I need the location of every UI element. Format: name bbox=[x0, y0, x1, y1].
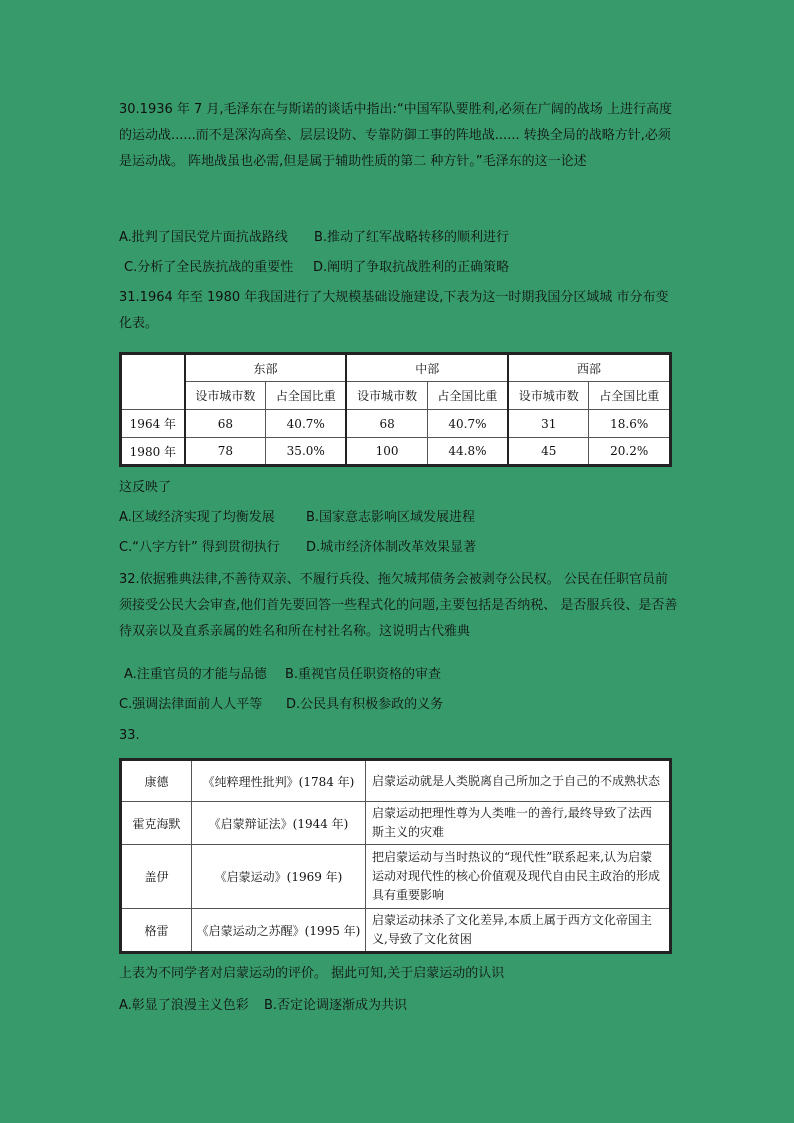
view-cell: 启蒙运动就是人类脱离自己所加之于自己的不成熟状态 bbox=[366, 760, 671, 802]
table-cell: 68 bbox=[346, 410, 427, 438]
enlightenment-views-table bbox=[119, 758, 672, 954]
q32-option-c: C.强调法律面前人人平等 bbox=[119, 697, 263, 712]
scholar-cell: 霍克海默 bbox=[121, 802, 192, 845]
table-cell: 40.7% bbox=[266, 410, 347, 438]
table-row bbox=[121, 410, 671, 438]
year-cell: 1964 年 bbox=[121, 410, 185, 438]
region-header-central: 中部 bbox=[346, 354, 508, 382]
subheader-cell: 占全国比重 bbox=[589, 382, 671, 410]
q32-option-d: D.公民具有积极参政的义务 bbox=[286, 697, 444, 712]
q31-option-a: A.区域经济实现了均衡发展 bbox=[119, 510, 275, 525]
table-row bbox=[121, 760, 671, 802]
work-cell: 《纯粹理性批判》(1784 年) bbox=[192, 760, 366, 802]
q32-option-a: A.注重官员的才能与品德 bbox=[124, 667, 267, 682]
q31-stem: 31.1964 年至 1980 年我国进行了大规模基础设施建设,下表为这一时期我国分区域城 市分布变化表。 bbox=[119, 290, 669, 331]
work-cell: 《启蒙运动之苏醒》(1995 年) bbox=[192, 909, 366, 953]
subheader-cell: 占全国比重 bbox=[427, 382, 508, 410]
table-cell: 35.0% bbox=[266, 438, 347, 466]
q31-option-c: C.“八字方针” 得到贯彻执行 bbox=[119, 540, 280, 555]
region-header-east: 东部 bbox=[185, 354, 347, 382]
subheader-cell: 设市城市数 bbox=[346, 382, 427, 410]
year-cell: 1980 年 bbox=[121, 438, 185, 466]
work-cell: 《启蒙运动》(1969 年) bbox=[192, 845, 366, 909]
q33-option-a: A.彰显了浪漫主义色彩 bbox=[119, 998, 249, 1013]
subheader-cell: 设市城市数 bbox=[185, 382, 266, 410]
q31-after: 这反映了 bbox=[119, 480, 172, 495]
scholar-cell: 康德 bbox=[121, 760, 192, 802]
q30-option-b: B.推动了红军战略转移的顺利进行 bbox=[314, 230, 510, 245]
table-cell: 20.2% bbox=[589, 438, 671, 466]
table-cell: 44.8% bbox=[427, 438, 508, 466]
scholar-cell: 格雷 bbox=[121, 909, 192, 953]
scholar-cell: 盖伊 bbox=[121, 845, 192, 909]
q31-option-d: D.城市经济体制改革效果显著 bbox=[306, 540, 477, 555]
q30-option-d: D.阐明了争取抗战胜利的正确策略 bbox=[313, 260, 510, 275]
q30-option-c: C.分析了全民族抗战的重要性 bbox=[124, 260, 294, 275]
q33-option-b: B.否定论调逐渐成为共识 bbox=[264, 998, 408, 1013]
table-cell: 68 bbox=[185, 410, 266, 438]
table-row bbox=[121, 845, 671, 909]
q33-number: 33. bbox=[119, 728, 140, 743]
table-row bbox=[121, 438, 671, 466]
work-cell: 《启蒙辩证法》(1944 年) bbox=[192, 802, 366, 845]
q30-stem: 30.1936 年 7 月,毛泽东在与斯诺的谈话中指出:“中国军队要胜利,必须在广阔的战场 上进行高度的运动战......而不是深沟高垒、层层设防、专靠防御工事的阵地战...... 转换全局的战略方针,必须是运动战。 阵地战虽也必需,但是属于辅助性质的第二 种方针。”毛泽东的这一论述 bbox=[119, 102, 672, 169]
q32-stem: 32.依据雅典法律,不善待双亲、不履行兵役、拖欠城邦债务会被剥夺公民权。 公民在任职官员前须接受公民大会审查,他们首先要回答一些程式化的问题,主要包括是否纳税、 是否服兵役、是否善待双亲以及直系亲属的姓名和所在村社名称。这说明古代雅典 bbox=[119, 572, 678, 639]
table-cell: 40.7% bbox=[427, 410, 508, 438]
table-cell: 45 bbox=[508, 438, 589, 466]
q33-stem: 上表为不同学者对启蒙运动的评价。 据此可知,关于启蒙运动的认识 bbox=[119, 966, 505, 981]
table-cell: 18.6% bbox=[589, 410, 671, 438]
view-cell: 启蒙运动把理性尊为人类唯一的善行,最终导致了法西斯主义的灾难 bbox=[366, 802, 671, 845]
table-cell: 78 bbox=[185, 438, 266, 466]
subheader-cell: 设市城市数 bbox=[508, 382, 589, 410]
q31-option-b: B.国家意志影响区域发展进程 bbox=[306, 510, 476, 525]
table-corner-cell bbox=[121, 354, 185, 410]
view-cell: 启蒙运动抹杀了文化差异,本质上属于西方文化帝国主义,导致了文化贫困 bbox=[366, 909, 671, 953]
subheader-cell: 占全国比重 bbox=[266, 382, 347, 410]
table-cell: 31 bbox=[508, 410, 589, 438]
view-cell: 把启蒙运动与当时热议的“现代性”联系起来,认为启蒙运动对现代性的核心价值观及现代自由民主政治的形成具有重要影响 bbox=[366, 845, 671, 909]
table-row bbox=[121, 909, 671, 953]
table-cell: 100 bbox=[346, 438, 427, 466]
city-distribution-table bbox=[119, 352, 672, 467]
region-header-west: 西部 bbox=[508, 354, 670, 382]
q32-option-b: B.重视官员任职资格的审查 bbox=[285, 667, 442, 682]
table-row bbox=[121, 802, 671, 845]
q30-option-a: A.批判了国民党片面抗战路线 bbox=[119, 230, 288, 245]
